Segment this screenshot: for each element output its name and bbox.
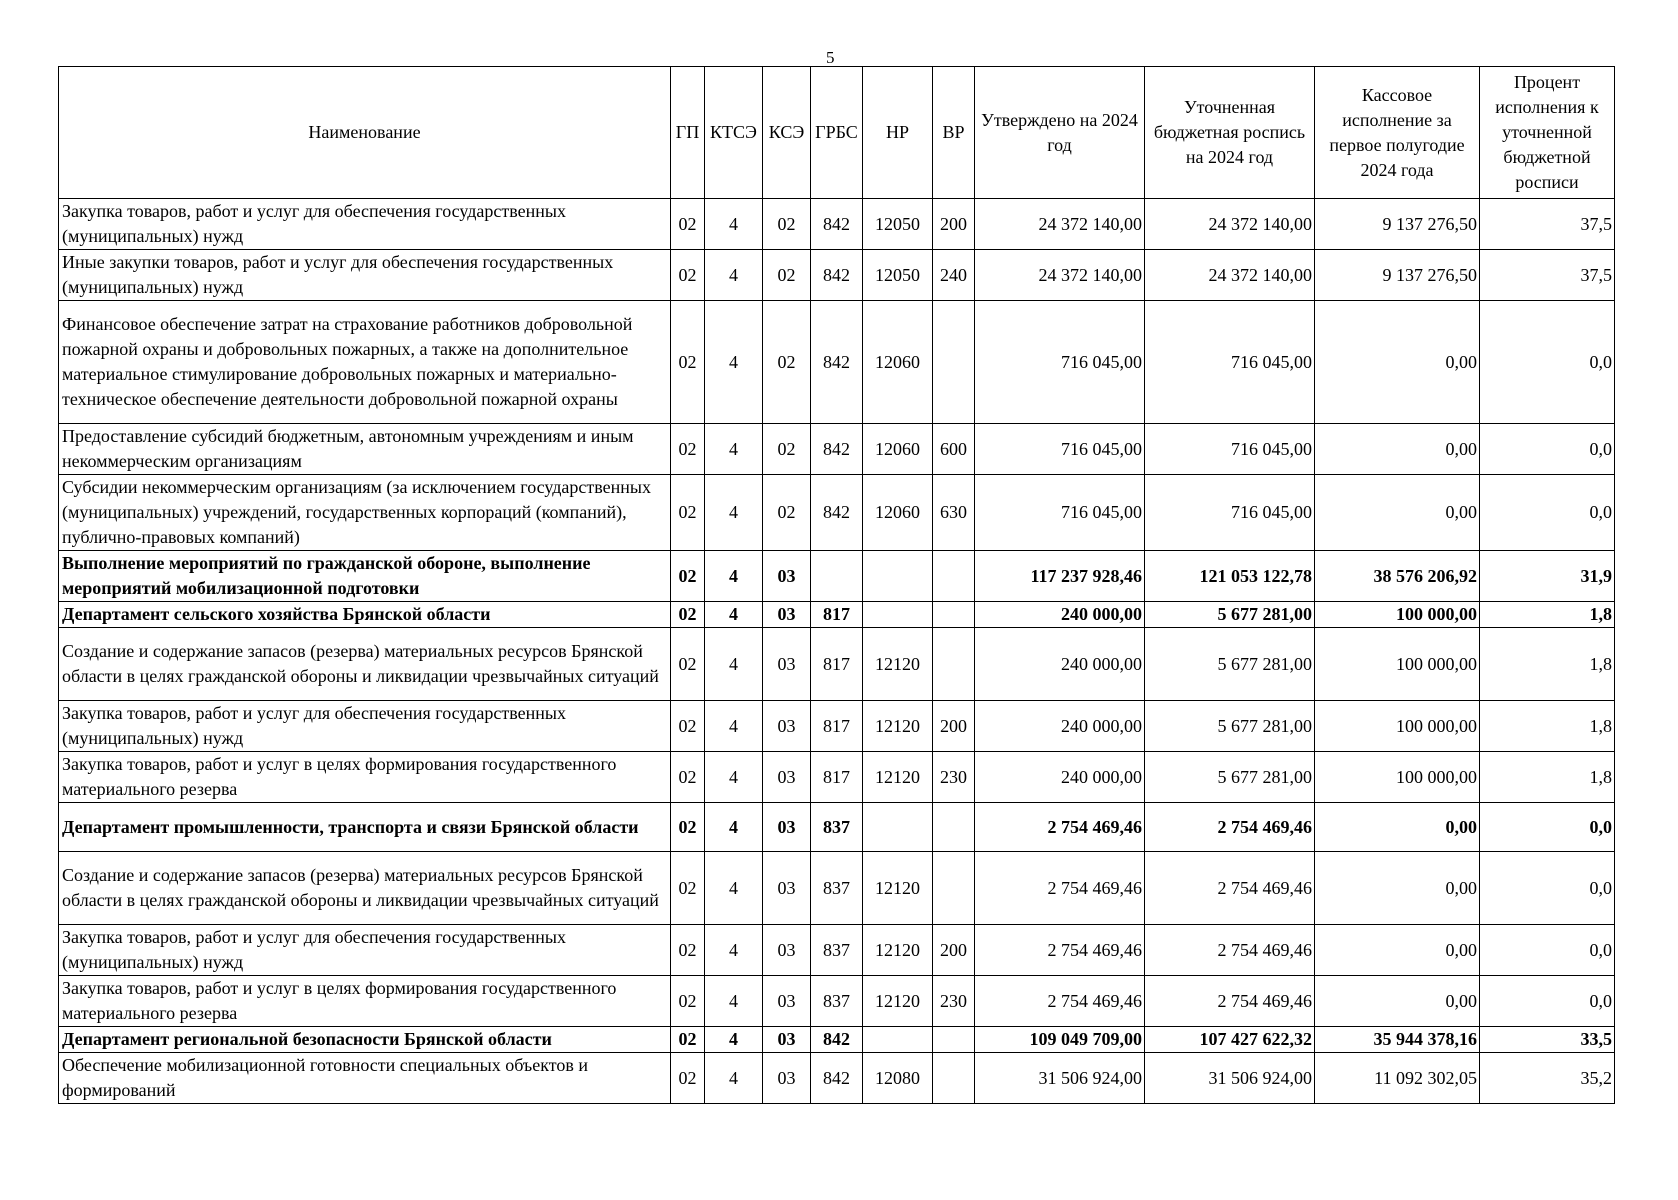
cell-percent: 0,0	[1480, 976, 1615, 1027]
cell-kse: 03	[763, 803, 811, 852]
cell-ktse: 4	[705, 475, 763, 551]
cell-grbs: 817	[811, 752, 863, 803]
cell-percent: 0,0	[1480, 803, 1615, 852]
cell-vr: 600	[933, 424, 975, 475]
cell-percent: 0,0	[1480, 424, 1615, 475]
cell-kse: 03	[763, 1027, 811, 1053]
cell-refined: 716 045,00	[1145, 475, 1315, 551]
cell-gp: 02	[671, 628, 705, 701]
budget-table	[58, 66, 1615, 1104]
cell-nr	[863, 803, 933, 852]
header-percent: Процент исполнения к уточненной бюджетной росписи	[1480, 67, 1615, 199]
cell-nr: 12120	[863, 925, 933, 976]
cell-name: Создание и содержание запасов (резерва) материальных ресурсов Брянской области в целях гражданской обороны и ликвидации чрезвычайных ситуаций	[59, 852, 671, 925]
cell-nr	[863, 551, 933, 602]
cell-vr: 240	[933, 250, 975, 301]
cell-percent: 0,0	[1480, 852, 1615, 925]
cell-percent: 0,0	[1480, 301, 1615, 424]
cell-refined: 716 045,00	[1145, 301, 1315, 424]
cell-kse: 03	[763, 1053, 811, 1104]
cell-cash: 0,00	[1315, 424, 1480, 475]
cell-percent: 37,5	[1480, 199, 1615, 250]
cell-cash: 35 944 378,16	[1315, 1027, 1480, 1053]
header-kse: КСЭ	[763, 67, 811, 199]
cell-approved: 109 049 709,00	[975, 1027, 1145, 1053]
cell-name: Закупка товаров, работ и услуг для обеспечения государственных (муниципальных) нужд	[59, 925, 671, 976]
cell-name: Департамент сельского хозяйства Брянской области	[59, 602, 671, 628]
cell-grbs: 837	[811, 803, 863, 852]
cell-approved: 117 237 928,46	[975, 551, 1145, 602]
cell-percent: 35,2	[1480, 1053, 1615, 1104]
cell-nr: 12120	[863, 852, 933, 925]
table-row	[59, 852, 1615, 925]
header-name: Наименование	[59, 67, 671, 199]
cell-ktse: 4	[705, 701, 763, 752]
cell-vr	[933, 551, 975, 602]
cell-name: Закупка товаров, работ и услуг для обеспечения государственных (муниципальных) нужд	[59, 199, 671, 250]
cell-vr	[933, 852, 975, 925]
cell-vr: 630	[933, 475, 975, 551]
table-row	[59, 701, 1615, 752]
cell-kse: 03	[763, 628, 811, 701]
cell-name: Департамент региональной безопасности Брянской области	[59, 1027, 671, 1053]
cell-gp: 02	[671, 701, 705, 752]
cell-nr: 12120	[863, 628, 933, 701]
cell-refined: 5 677 281,00	[1145, 628, 1315, 701]
cell-name: Предоставление субсидий бюджетным, автономным учреждениям и иным некоммерческим организациям	[59, 424, 671, 475]
cell-kse: 02	[763, 301, 811, 424]
cell-nr: 12060	[863, 475, 933, 551]
cell-cash: 100 000,00	[1315, 701, 1480, 752]
table-row	[59, 1027, 1615, 1053]
cell-refined: 107 427 622,32	[1145, 1027, 1315, 1053]
cell-ktse: 4	[705, 424, 763, 475]
cell-percent: 1,8	[1480, 701, 1615, 752]
cell-cash: 0,00	[1315, 925, 1480, 976]
cell-gp: 02	[671, 199, 705, 250]
cell-approved: 716 045,00	[975, 475, 1145, 551]
cell-nr: 12060	[863, 301, 933, 424]
cell-kse: 02	[763, 250, 811, 301]
cell-grbs: 837	[811, 976, 863, 1027]
header-refined: Уточненная бюджетная роспись на 2024 год	[1145, 67, 1315, 199]
cell-grbs: 817	[811, 602, 863, 628]
cell-cash: 0,00	[1315, 852, 1480, 925]
cell-kse: 03	[763, 701, 811, 752]
cell-gp: 02	[671, 1053, 705, 1104]
cell-grbs: 817	[811, 628, 863, 701]
cell-cash: 0,00	[1315, 475, 1480, 551]
cell-ktse: 4	[705, 199, 763, 250]
cell-ktse: 4	[705, 301, 763, 424]
cell-percent: 0,0	[1480, 925, 1615, 976]
cell-name: Субсидии некоммерческим организациям (за исключением государственных (муниципальных) учреждений, государственных корпораций (компаний), публично-правовых компаний)	[59, 475, 671, 551]
cell-grbs: 842	[811, 199, 863, 250]
cell-approved: 2 754 469,46	[975, 803, 1145, 852]
cell-kse: 03	[763, 602, 811, 628]
cell-gp: 02	[671, 852, 705, 925]
cell-vr	[933, 301, 975, 424]
cell-cash: 100 000,00	[1315, 628, 1480, 701]
table-row	[59, 925, 1615, 976]
cell-ktse: 4	[705, 628, 763, 701]
cell-name: Создание и содержание запасов (резерва) материальных ресурсов Брянской области в целях гражданской обороны и ликвидации чрезвычайных ситуаций	[59, 628, 671, 701]
table-row	[59, 752, 1615, 803]
cell-kse: 03	[763, 852, 811, 925]
table-header-row	[59, 67, 1615, 199]
cell-kse: 02	[763, 424, 811, 475]
cell-ktse: 4	[705, 250, 763, 301]
cell-percent: 0,0	[1480, 475, 1615, 551]
header-grbs: ГРБС	[811, 67, 863, 199]
cell-ktse: 4	[705, 752, 763, 803]
cell-vr	[933, 628, 975, 701]
cell-name: Иные закупки товаров, работ и услуг для обеспечения государственных (муниципальных) нужд	[59, 250, 671, 301]
cell-nr: 12120	[863, 701, 933, 752]
cell-gp: 02	[671, 602, 705, 628]
cell-percent: 1,8	[1480, 752, 1615, 803]
table-row	[59, 301, 1615, 424]
cell-vr	[933, 1053, 975, 1104]
cell-gp: 02	[671, 424, 705, 475]
cell-nr: 12080	[863, 1053, 933, 1104]
cell-gp: 02	[671, 803, 705, 852]
table-row	[59, 199, 1615, 250]
cell-cash: 38 576 206,92	[1315, 551, 1480, 602]
cell-grbs: 842	[811, 475, 863, 551]
cell-grbs: 817	[811, 701, 863, 752]
cell-percent: 31,9	[1480, 551, 1615, 602]
table-row	[59, 551, 1615, 602]
table-row	[59, 628, 1615, 701]
cell-gp: 02	[671, 301, 705, 424]
cell-name: Закупка товаров, работ и услуг в целях формирования государственного материального резерва	[59, 976, 671, 1027]
cell-vr	[933, 803, 975, 852]
cell-approved: 31 506 924,00	[975, 1053, 1145, 1104]
cell-refined: 121 053 122,78	[1145, 551, 1315, 602]
cell-percent: 37,5	[1480, 250, 1615, 301]
cell-percent: 33,5	[1480, 1027, 1615, 1053]
cell-percent: 1,8	[1480, 628, 1615, 701]
header-nr: НР	[863, 67, 933, 199]
cell-ktse: 4	[705, 602, 763, 628]
cell-grbs: 842	[811, 424, 863, 475]
cell-nr: 12050	[863, 250, 933, 301]
cell-kse: 02	[763, 475, 811, 551]
cell-name: Закупка товаров, работ и услуг в целях формирования государственного материального резерва	[59, 752, 671, 803]
cell-kse: 03	[763, 551, 811, 602]
header-ktse: КТСЭ	[705, 67, 763, 199]
cell-name: Департамент промышленности, транспорта и связи Брянской области	[59, 803, 671, 852]
cell-kse: 02	[763, 199, 811, 250]
cell-kse: 03	[763, 976, 811, 1027]
cell-ktse: 4	[705, 551, 763, 602]
cell-approved: 2 754 469,46	[975, 925, 1145, 976]
cell-gp: 02	[671, 752, 705, 803]
cell-refined: 24 372 140,00	[1145, 250, 1315, 301]
cell-approved: 240 000,00	[975, 701, 1145, 752]
header-gp: ГП	[671, 67, 705, 199]
cell-gp: 02	[671, 925, 705, 976]
cell-percent: 1,8	[1480, 602, 1615, 628]
cell-ktse: 4	[705, 1027, 763, 1053]
cell-grbs: 842	[811, 1027, 863, 1053]
cell-name: Финансовое обеспечение затрат на страхование работников добровольной пожарной охраны и добровольных пожарных, а также на дополнительное материальное стимулирование добровольных пожарных и материально-техническое обеспечение деятельности добровольной пожарной охраны	[59, 301, 671, 424]
cell-grbs: 837	[811, 925, 863, 976]
cell-cash: 100 000,00	[1315, 752, 1480, 803]
cell-approved: 2 754 469,46	[975, 976, 1145, 1027]
cell-gp: 02	[671, 551, 705, 602]
table-row	[59, 1053, 1615, 1104]
cell-cash: 11 092 302,05	[1315, 1053, 1480, 1104]
header-approved: Утверждено на 2024 год	[975, 67, 1145, 199]
cell-nr	[863, 1027, 933, 1053]
cell-cash: 0,00	[1315, 976, 1480, 1027]
cell-nr: 12050	[863, 199, 933, 250]
cell-ktse: 4	[705, 852, 763, 925]
cell-refined: 31 506 924,00	[1145, 1053, 1315, 1104]
cell-approved: 2 754 469,46	[975, 852, 1145, 925]
cell-approved: 240 000,00	[975, 628, 1145, 701]
table-row	[59, 602, 1615, 628]
cell-nr: 12060	[863, 424, 933, 475]
cell-gp: 02	[671, 250, 705, 301]
cell-refined: 5 677 281,00	[1145, 752, 1315, 803]
header-cash: Кассовое исполнение за первое полугодие 2024 года	[1315, 67, 1480, 199]
cell-nr: 12120	[863, 976, 933, 1027]
cell-name: Выполнение мероприятий по гражданской обороне, выполнение мероприятий мобилизационной подготовки	[59, 551, 671, 602]
cell-approved: 716 045,00	[975, 424, 1145, 475]
cell-vr: 200	[933, 199, 975, 250]
cell-approved: 24 372 140,00	[975, 199, 1145, 250]
cell-vr	[933, 1027, 975, 1053]
cell-name: Закупка товаров, работ и услуг для обеспечения государственных (муниципальных) нужд	[59, 701, 671, 752]
header-vr: ВР	[933, 67, 975, 199]
cell-approved: 240 000,00	[975, 752, 1145, 803]
table-row	[59, 475, 1615, 551]
cell-refined: 5 677 281,00	[1145, 602, 1315, 628]
cell-cash: 0,00	[1315, 301, 1480, 424]
cell-ktse: 4	[705, 976, 763, 1027]
cell-vr: 230	[933, 976, 975, 1027]
cell-gp: 02	[671, 1027, 705, 1053]
cell-grbs	[811, 551, 863, 602]
cell-grbs: 842	[811, 301, 863, 424]
cell-vr: 230	[933, 752, 975, 803]
cell-ktse: 4	[705, 925, 763, 976]
cell-cash: 100 000,00	[1315, 602, 1480, 628]
cell-nr	[863, 602, 933, 628]
cell-vr	[933, 602, 975, 628]
table-row	[59, 424, 1615, 475]
page-number: 5	[826, 48, 835, 67]
cell-approved: 240 000,00	[975, 602, 1145, 628]
table-row	[59, 976, 1615, 1027]
cell-vr: 200	[933, 701, 975, 752]
cell-gp: 02	[671, 976, 705, 1027]
cell-approved: 716 045,00	[975, 301, 1145, 424]
cell-ktse: 4	[705, 1053, 763, 1104]
cell-refined: 24 372 140,00	[1145, 199, 1315, 250]
cell-refined: 2 754 469,46	[1145, 976, 1315, 1027]
cell-nr: 12120	[863, 752, 933, 803]
cell-approved: 24 372 140,00	[975, 250, 1145, 301]
cell-refined: 2 754 469,46	[1145, 803, 1315, 852]
cell-ktse: 4	[705, 803, 763, 852]
table-row	[59, 250, 1615, 301]
cell-cash: 9 137 276,50	[1315, 199, 1480, 250]
cell-grbs: 837	[811, 852, 863, 925]
cell-cash: 9 137 276,50	[1315, 250, 1480, 301]
cell-refined: 716 045,00	[1145, 424, 1315, 475]
cell-cash: 0,00	[1315, 803, 1480, 852]
cell-kse: 03	[763, 925, 811, 976]
cell-gp: 02	[671, 475, 705, 551]
table-body	[59, 199, 1615, 1104]
cell-refined: 2 754 469,46	[1145, 925, 1315, 976]
cell-kse: 03	[763, 752, 811, 803]
cell-name: Обеспечение мобилизационной готовности специальных объектов и формирований	[59, 1053, 671, 1104]
cell-vr: 200	[933, 925, 975, 976]
cell-refined: 5 677 281,00	[1145, 701, 1315, 752]
table-row	[59, 803, 1615, 852]
cell-refined: 2 754 469,46	[1145, 852, 1315, 925]
cell-grbs: 842	[811, 250, 863, 301]
cell-grbs: 842	[811, 1053, 863, 1104]
